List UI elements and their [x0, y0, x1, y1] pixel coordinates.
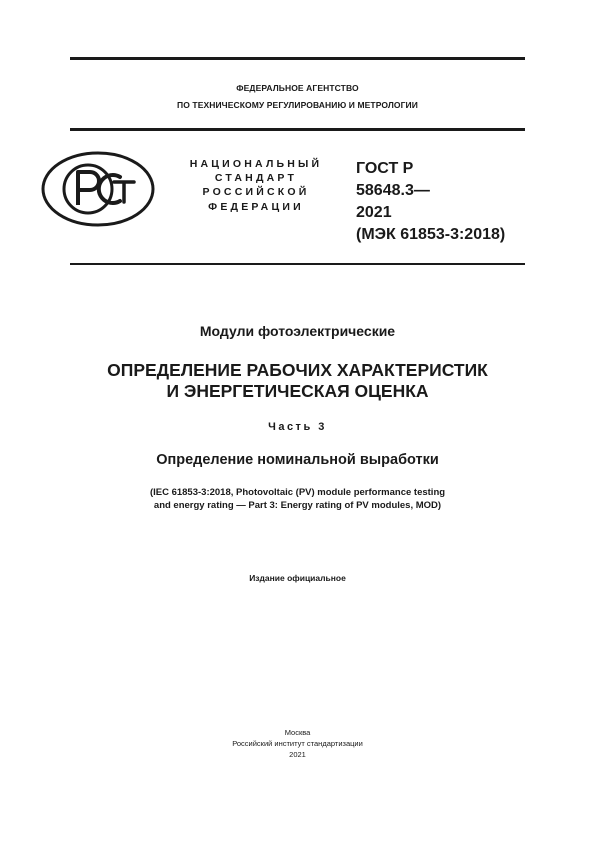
main-title-line: ОПРЕДЕЛЕНИЕ РАБОЧИХ ХАРАКТЕРИСТИК — [107, 360, 488, 380]
standard-type-line: ФЕДЕРАЦИИ — [208, 200, 304, 213]
imprint-city: Москва — [284, 728, 311, 737]
agency-line-1: ФЕДЕРАЛЬНОЕ АГЕНТСТВО — [236, 83, 359, 93]
main-title — [40, 360, 555, 402]
iec-reference — [40, 487, 555, 512]
series-title: Модули фотоэлектрические — [199, 323, 396, 339]
header-rule — [70, 128, 525, 131]
imprint — [150, 727, 445, 760]
designation-line: 2021 — [356, 204, 392, 221]
subtitle: Определение номинальной выработки — [156, 452, 439, 468]
part-label: Часть 3 — [268, 421, 327, 433]
imprint-year: 2021 — [289, 750, 306, 759]
iec-reference-line: (IEC 61853-3:2018, Photovoltaic (PV) module performance testing — [149, 487, 446, 498]
designation-line: 58648.3— — [356, 182, 430, 199]
designation-rule — [70, 263, 525, 265]
designation-line: (МЭК 61853-3:2018) — [356, 226, 506, 243]
main-title-line: И ЭНЕРГЕТИЧЕСКАЯ ОЦЕНКА — [166, 381, 429, 401]
agency-line-2: ПО ТЕХНИЧЕСКОМУ РЕГУЛИРОВАНИЮ И МЕТРОЛОГИИ — [177, 100, 418, 110]
standard-type-line: НАЦИОНАЛЬНЫЙ — [189, 158, 323, 170]
iec-reference-line: and energy rating — Part 3: Energy rating of PV modules, MOD) — [153, 499, 442, 511]
designation-line: ГОСТ Р — [356, 160, 414, 177]
standard-type-line: РОССИЙСКОЙ — [202, 186, 310, 199]
imprint-publisher: Российский институт стандартизации — [232, 739, 363, 748]
standard-type-line: СТАНДАРТ — [214, 172, 298, 185]
designation-block — [356, 158, 526, 246]
gost-r-logo-icon — [40, 150, 156, 228]
standard-type-block — [172, 157, 340, 214]
top-rule — [70, 57, 525, 60]
edition-label: Издание официальное — [249, 573, 346, 583]
